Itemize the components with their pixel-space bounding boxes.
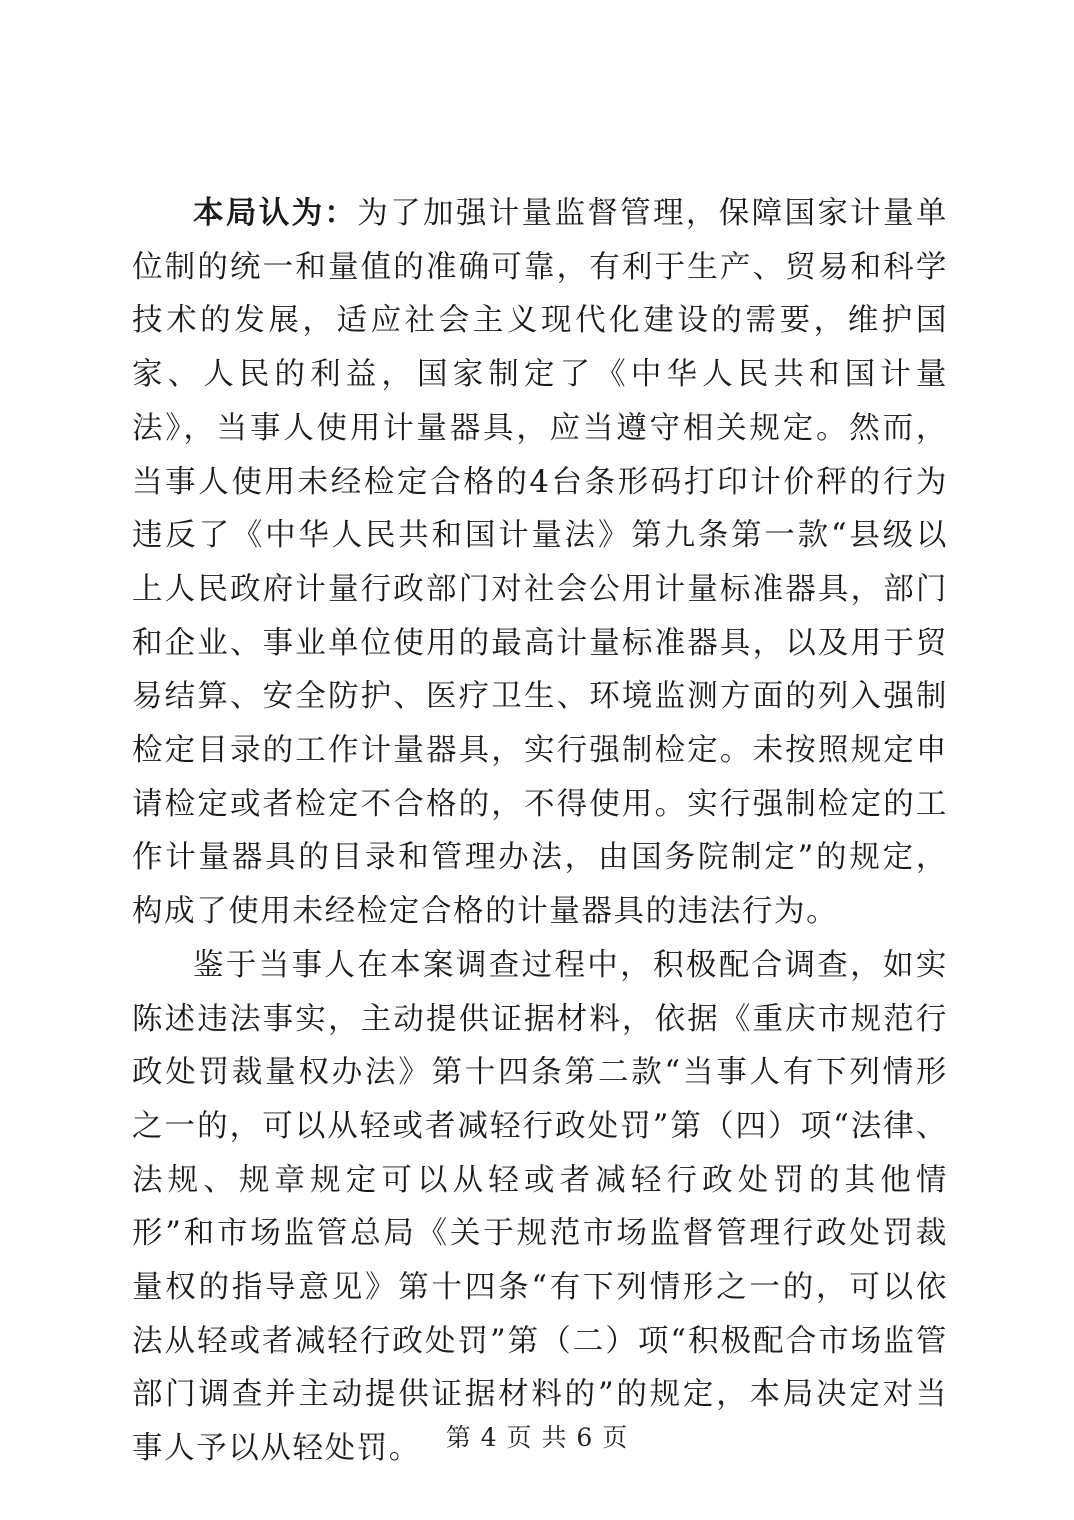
footer-suffix: 页: [602, 1423, 629, 1452]
paragraph-lead: 本局认为：: [193, 195, 358, 231]
current-page-number: 4: [480, 1423, 498, 1452]
document-body: [132, 187, 948, 1476]
total-page-number: 6: [576, 1423, 594, 1452]
footer-prefix: 第: [445, 1423, 472, 1452]
footer-middle: 页 共: [506, 1423, 568, 1452]
paragraph-text: 为了加强计量监督管理，保障国家计量单位制的统一和量值的准确可靠，有利于生产、贸易和科学技术的发展，适应社会主义现代化建设的需要，维护国家、人民的利益，国家制定了《中华人民共和国计量法》，当事人使用计量器具，应当遵守相关规定。然而，当事人使用未经检定合格的4台条形码打印计价秤的行为违反了《中华人民共和国计量法》第九条第一款“县级以上人民政府计量行政部门对社会公用计量标准器具，部门和企业、事业单位使用的最高计量标准器具，以及用于贸易结算、安全防护、医疗卫生、环境监测方面的列入强制检定目录的工作计量器具，实行强制检定。未按照规定申请检定或者检定不合格的，不得使用。实行强制检定的工作计量器具的目录和管理办法，由国务院制定”的规定，构成了使用未经检定合格的计量器具的违法行为。: [132, 196, 948, 930]
paragraph-mitigation: [132, 939, 948, 1476]
paragraph-text: 鉴于当事人在本案调查过程中，积极配合调查，如实陈述违法事实，主动提供证据材料，依据《重庆市规范行政处罚裁量权办法》第十四条第二款“当事人有下列情形之一的，可以从轻或者减轻行政处罚”第（四）项“法律、法规、规章规定可以从轻或者减轻行政处罚的其他情形”和市场监管总局《关于规范市场监督管理行政处罚裁量权的指导意见》第十四条“有下列情形之一的，可以依法从轻或者减轻行政处罚”第（二）项“积极配合市场监管部门调查并主动提供证据材料的”的规定，本局决定对当事人予以从轻处罚。: [132, 947, 948, 1467]
page-number-footer: [0, 1418, 1074, 1458]
paragraph-finding: [132, 187, 948, 939]
